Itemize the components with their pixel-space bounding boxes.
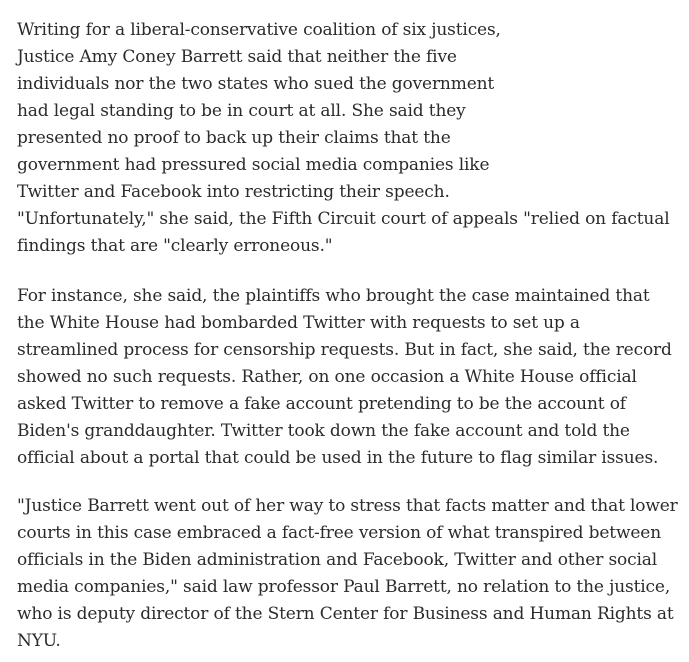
text-line: presented no proof to back up their claims that the (17, 128, 451, 148)
text-line: NYU. (17, 631, 61, 651)
text-line: media companies," said law professor Paul Barrett, no relation to the justice, (17, 577, 671, 597)
text-line: officials in the Biden administration and Facebook, Twitter and other social (17, 550, 658, 570)
text-line: Twitter and Facebook into restricting their speech. (17, 182, 450, 202)
text-line: Justice Amy Coney Barrett said that neither the five (17, 47, 457, 67)
text-line: streamlined process for censorship requests. But in fact, she said, the record (17, 340, 672, 360)
text-line: who is deputy director of the Stern Center for Business and Human Rights at (17, 604, 674, 624)
text-line: individuals nor the two states who sued the government (17, 74, 495, 94)
text-line: For instance, she said, the plaintiffs who brought the case maintained that (17, 286, 650, 306)
text-line: "Unfortunately," she said, the Fifth Circuit court of appeals "relied on factual (17, 209, 670, 229)
text-line: the White House had bombarded Twitter with requests to set up a (17, 313, 580, 333)
paragraph-3 (17, 493, 678, 655)
text-line: Writing for a liberal-conservative coalition of six justices, (17, 20, 501, 40)
text-line: government had pressured social media companies like (17, 155, 490, 175)
paragraph-2 (17, 283, 672, 472)
paragraph-1 (17, 17, 669, 260)
text-line: asked Twitter to remove a fake account pretending to be the account of (17, 394, 626, 414)
text-line: had legal standing to be in court at all. She said they (17, 101, 466, 121)
text-line: findings that are "clearly erroneous." (17, 236, 333, 256)
text-line: Biden's granddaughter. Twitter took down the fake account and told the (17, 421, 630, 441)
text-line: "Justice Barrett went out of her way to stress that facts matter and that lower (17, 496, 678, 516)
text-line: courts in this case embraced a fact-free version of what transpired between (17, 523, 662, 543)
text-line: showed no such requests. Rather, on one occasion a White House official (17, 367, 637, 387)
text-line: official about a portal that could be used in the future to flag similar issues. (17, 448, 659, 468)
